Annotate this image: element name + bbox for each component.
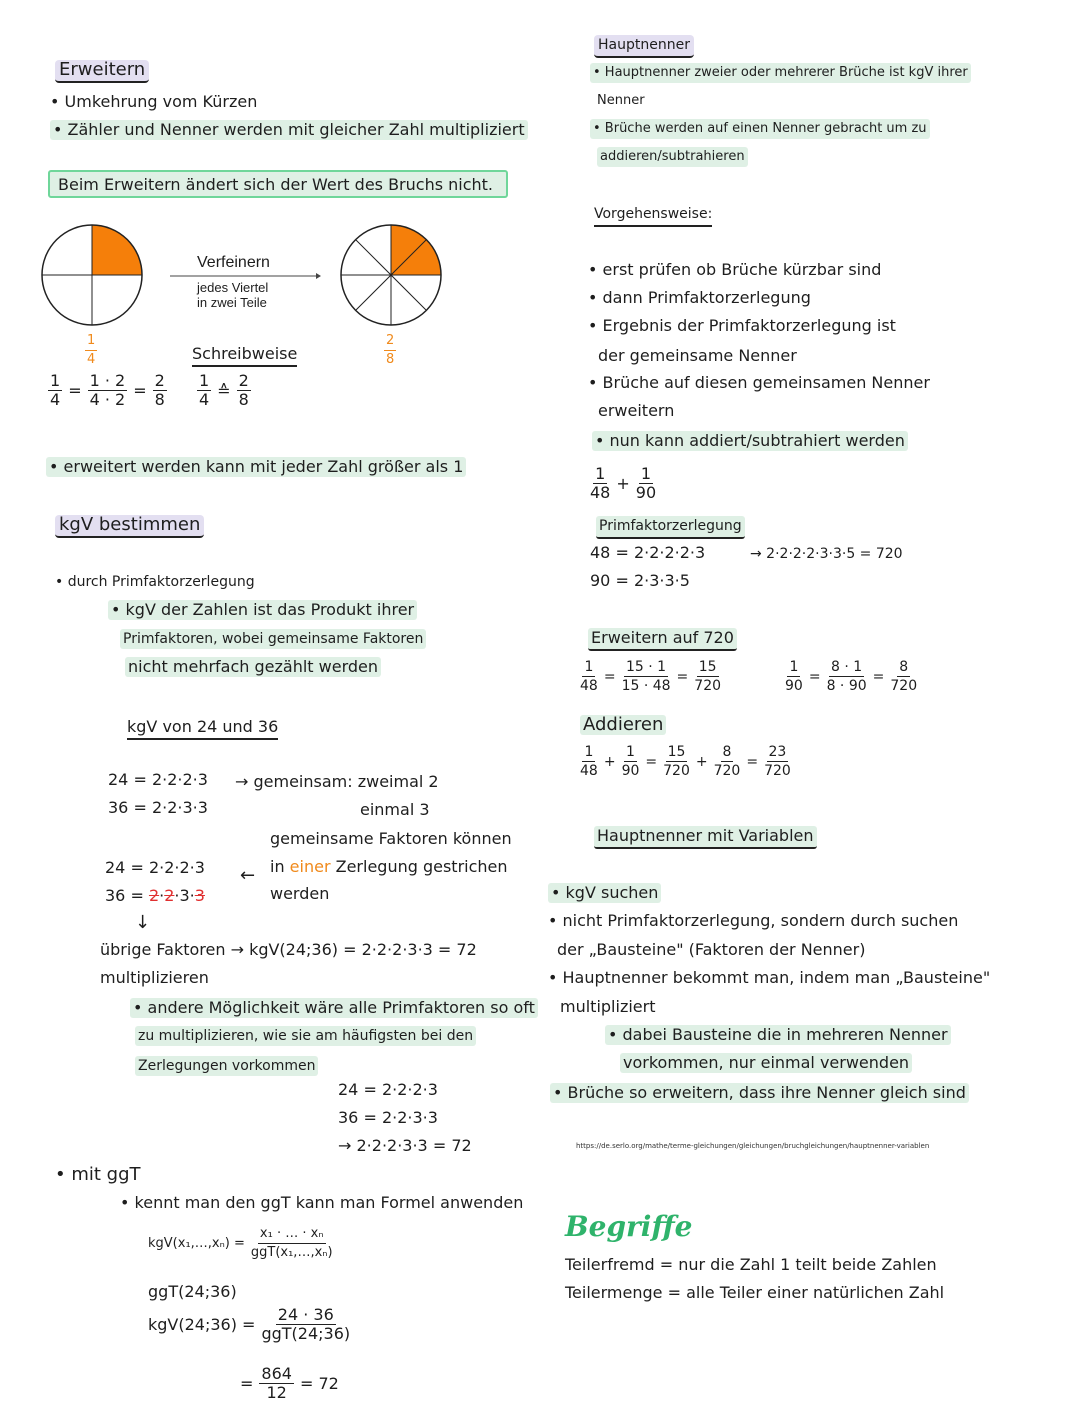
fraction (197, 372, 211, 409)
section-title-kgv: kgV bestimmen (55, 515, 204, 538)
schreibweise-title: Schreibweise (192, 344, 297, 367)
diagram-sublabel: in zwei Teile (197, 295, 267, 310)
factorization-struck (105, 886, 205, 906)
text: ·3· (174, 886, 195, 905)
task-expr (590, 465, 656, 502)
operator: = (746, 753, 759, 770)
arrow-icon (170, 273, 321, 279)
operator: = (68, 381, 82, 400)
numerator: 1 (640, 464, 652, 483)
line: Zerlegungen vorkommen (135, 1056, 318, 1076)
line: • Brüche so erweitern, dass ihre Nenner gleich sind (550, 1083, 969, 1103)
denominator: 8 (238, 390, 249, 409)
numerator: 2 (384, 332, 396, 351)
begriffe-title: Begriffe (565, 1210, 693, 1243)
denominator: ggT(24;36) (261, 1324, 351, 1343)
numerator: 1 · 2 (89, 371, 126, 390)
factorization: 48 = 2·2·2·2·3 (590, 543, 706, 562)
denominator: 8 · 90 (826, 678, 867, 694)
step: • Ergebnis der Primfaktorzerlegung ist (588, 316, 896, 335)
bullet: • Umkehrung vom Kürzen (50, 92, 258, 111)
numerator: x₁ · … · xₙ (258, 1225, 326, 1244)
subtitle: Addieren (580, 715, 666, 735)
operator: = 72 (299, 1374, 339, 1393)
line: nicht mehrfach gezählt werden (125, 657, 381, 677)
fraction (259, 1365, 294, 1402)
kgv-formula (148, 1225, 333, 1262)
factorization: 24 = 2·2·2·3 (105, 858, 205, 877)
operator: + (603, 753, 616, 770)
numerator: 1 (199, 371, 210, 390)
denominator: 8 (386, 352, 395, 367)
fraction (622, 743, 640, 780)
numerator: 23 (768, 744, 787, 760)
line: der „Bausteine" (Faktoren der Nenner) (557, 940, 866, 959)
line: Primfaktoren, wobei gemeinsame Faktoren (120, 629, 426, 649)
step: erweitern (598, 401, 675, 420)
line: addieren/subtrahieren (597, 147, 748, 167)
highlight-word: einer (289, 857, 331, 876)
subtitle: Primfaktorzerlegung (596, 516, 745, 539)
factorization: 36 = 2·2·3·3 (338, 1108, 438, 1127)
diagram-sublabel: jedes Viertel (197, 280, 269, 295)
numerator: 15 (667, 744, 686, 760)
fraction (48, 372, 62, 409)
quarter-circle-icon (42, 225, 142, 325)
fraction (153, 372, 167, 409)
operator: + (616, 474, 630, 493)
numerator: 1 (85, 332, 97, 351)
operator: = (872, 668, 885, 685)
denominator: 48 (580, 678, 598, 694)
text: · (159, 886, 165, 905)
denominator: 12 (266, 1383, 287, 1402)
denominator: 48 (580, 763, 598, 779)
line: • andere Möglichkeit wäre alle Primfaktoren so oft (130, 998, 538, 1018)
denominator: 4 (87, 352, 96, 367)
operator: = (240, 1374, 254, 1393)
operator: = (603, 668, 616, 685)
factorization: 90 = 2·3·3·5 (590, 571, 690, 590)
note: • erweitert werden kann mit jeder Zahl größer als 1 (46, 457, 466, 477)
arrow-left-icon: ← (240, 865, 256, 886)
line: • nicht Primfaktorzerlegung, sondern durch suchen (548, 911, 959, 930)
line: • Brüche werden auf einen Nenner gebracht um zu (590, 119, 930, 139)
line: • Hauptnenner bekommt man, indem man „Bausteine" (548, 968, 991, 987)
fraction (764, 743, 791, 780)
denominator: 720 (694, 678, 722, 694)
step: der gemeinsame Nenner (598, 346, 797, 365)
step: • dann Primfaktorzerlegung (588, 288, 811, 307)
term: Teilermenge = alle Teiler einer natürlichen Zahl (565, 1283, 945, 1302)
denominator: 720 (713, 763, 741, 779)
line: multipliziert (560, 997, 656, 1016)
operator: kgV(x₁,…,xₙ) = (148, 1236, 245, 1251)
numerator: 1 (584, 659, 594, 675)
text: 36 = (105, 886, 149, 905)
operator: + (695, 753, 708, 770)
result: übrige Faktoren → kgV(24;36) = 2·2·2·3·3 = 72 (100, 940, 477, 959)
common-note: einmal 3 (360, 800, 430, 819)
fraction (580, 743, 598, 780)
operator: kgV(24;36) = (148, 1315, 256, 1334)
step: • Brüche auf diesen gemeinsamen Nenner (588, 373, 930, 392)
struck-factor: 2 (148, 886, 160, 905)
method: • mit ggT (55, 1164, 141, 1185)
operator: = (676, 668, 689, 685)
erweitern-calc (48, 372, 167, 409)
numerator: 15 · 1 (626, 659, 667, 675)
numerator: 1 (626, 744, 635, 760)
denominator: 720 (663, 763, 690, 779)
example-formula (148, 1306, 350, 1343)
struck-factor: 3 (194, 886, 205, 905)
struck-factor: 2 (164, 886, 175, 905)
operator: = (133, 381, 147, 400)
fraction (714, 743, 741, 780)
subtitle: Erweitern auf 720 (588, 628, 737, 651)
factorization: 36 = 2·2·3·3 (108, 798, 208, 817)
denominator: 4 (50, 390, 61, 409)
arrow-down-icon: ↓ (135, 912, 151, 933)
step: • nun kann addiert/subtrahiert werden (592, 431, 908, 451)
fraction-one-quarter (85, 332, 97, 369)
text: Zerlegung gestrichen (330, 857, 508, 876)
erweitern-90 (785, 658, 917, 695)
fraction (827, 658, 867, 695)
fraction (251, 1225, 333, 1262)
fraction (694, 658, 721, 695)
common-note: → gemeinsam: zweimal 2 (235, 772, 439, 791)
line: • kgV suchen (548, 883, 661, 903)
numerator: 8 · 1 (831, 659, 863, 675)
fraction (85, 332, 97, 369)
result: → 2·2·2·2·3·3·5 = 720 (750, 546, 903, 562)
fraction (785, 658, 803, 695)
fraction (580, 658, 598, 695)
line: Nenner (597, 93, 645, 108)
rule-box: Beim Erweitern ändert sich der Wert des Bruchs nicht. (48, 170, 508, 198)
denominator: ggT(x₁,…,xₙ) (250, 1245, 333, 1260)
line: • Hauptnenner zweier oder mehrerer Brüche ist kgV ihrer (590, 63, 971, 83)
numerator: 1 (584, 744, 594, 760)
strike-note (270, 857, 508, 877)
fraction (237, 372, 251, 409)
line: • dabei Bausteine die in mehreren Nenner (605, 1025, 951, 1045)
fraction-diagram (0, 210, 540, 340)
line: vorkommen, nur einmal verwenden (620, 1053, 912, 1073)
operator: = (808, 668, 821, 685)
denominator: 720 (764, 763, 791, 779)
denominator: 720 (890, 678, 918, 694)
denominator: 15 · 48 (621, 678, 671, 694)
numerator: 1 (50, 371, 61, 390)
denominator: 90 (635, 483, 657, 502)
line: zu multiplizieren, wie sie am häufigsten bei den (135, 1026, 476, 1046)
result: → 2·2·2·3·3 = 72 (338, 1136, 472, 1155)
ggt-label: ggT(24;36) (148, 1282, 237, 1301)
fraction (622, 658, 671, 695)
text: in (270, 857, 290, 876)
method: • durch Primfaktorzerlegung (55, 574, 255, 590)
strike-note: gemeinsame Faktoren können (270, 829, 512, 848)
bullet: • Zähler und Nenner werden mit gleicher Zahl multipliziert (50, 120, 528, 140)
factorization: 24 = 2·2·2·3 (108, 770, 208, 789)
result: multiplizieren (100, 968, 209, 987)
denominator: 90 (785, 678, 803, 694)
addition-expr (580, 743, 791, 780)
section-title-vorgehen: Vorgehensweise: (594, 204, 712, 227)
example-result (240, 1365, 339, 1402)
numerator: 2 (238, 371, 249, 390)
operator: = (645, 753, 658, 770)
numerator: 24 · 36 (277, 1305, 334, 1324)
denominator: 90 (621, 763, 640, 779)
numerator: 864 (261, 1364, 292, 1383)
example-title: kgV von 24 und 36 (127, 717, 278, 740)
fraction (261, 1306, 350, 1343)
operator: ≙ (217, 381, 231, 400)
numerator: 1 (595, 464, 606, 483)
schreibweise-expr (197, 372, 251, 409)
section-title-variablen: Hauptnenner mit Variablen (594, 826, 817, 849)
numerator: 8 (722, 744, 732, 760)
fraction (636, 465, 656, 502)
fraction (890, 658, 917, 695)
step: • erst prüfen ob Brüche kürzbar sind (588, 260, 882, 279)
source-link[interactable]: https://de.serlo.org/mathe/terme-gleichungen/gleichungen/bruchgleichungen/hauptnenner-variablen (576, 1142, 930, 1150)
numerator: 2 (154, 371, 165, 390)
section-title-hauptnenner: Hauptnenner (594, 35, 694, 58)
fraction (88, 372, 128, 409)
fraction (663, 743, 690, 780)
fraction-two-eighths (384, 332, 396, 369)
denominator: 48 (590, 483, 611, 502)
fraction (590, 465, 610, 502)
denominator: 8 (154, 390, 165, 409)
line: • kennt man den ggT kann man Formel anwenden (120, 1193, 524, 1212)
factorization: 24 = 2·2·2·3 (338, 1080, 438, 1099)
term: Teilerfremd = nur die Zahl 1 teilt beide Zahlen (565, 1255, 937, 1274)
diagram-label: Verfeinern (197, 254, 270, 271)
numerator: 8 (899, 659, 909, 675)
numerator: 1 (789, 659, 799, 675)
denominator: 4 (199, 390, 210, 409)
section-title-erweitern: Erweitern (55, 60, 149, 83)
erweitern-48 (580, 658, 721, 695)
denominator: 4 · 2 (89, 390, 126, 409)
eighth-circle-icon (341, 225, 441, 325)
fraction (384, 332, 396, 369)
strike-note: werden (270, 884, 330, 903)
line: • kgV der Zahlen ist das Produkt ihrer (108, 600, 417, 620)
numerator: 15 (698, 659, 717, 675)
